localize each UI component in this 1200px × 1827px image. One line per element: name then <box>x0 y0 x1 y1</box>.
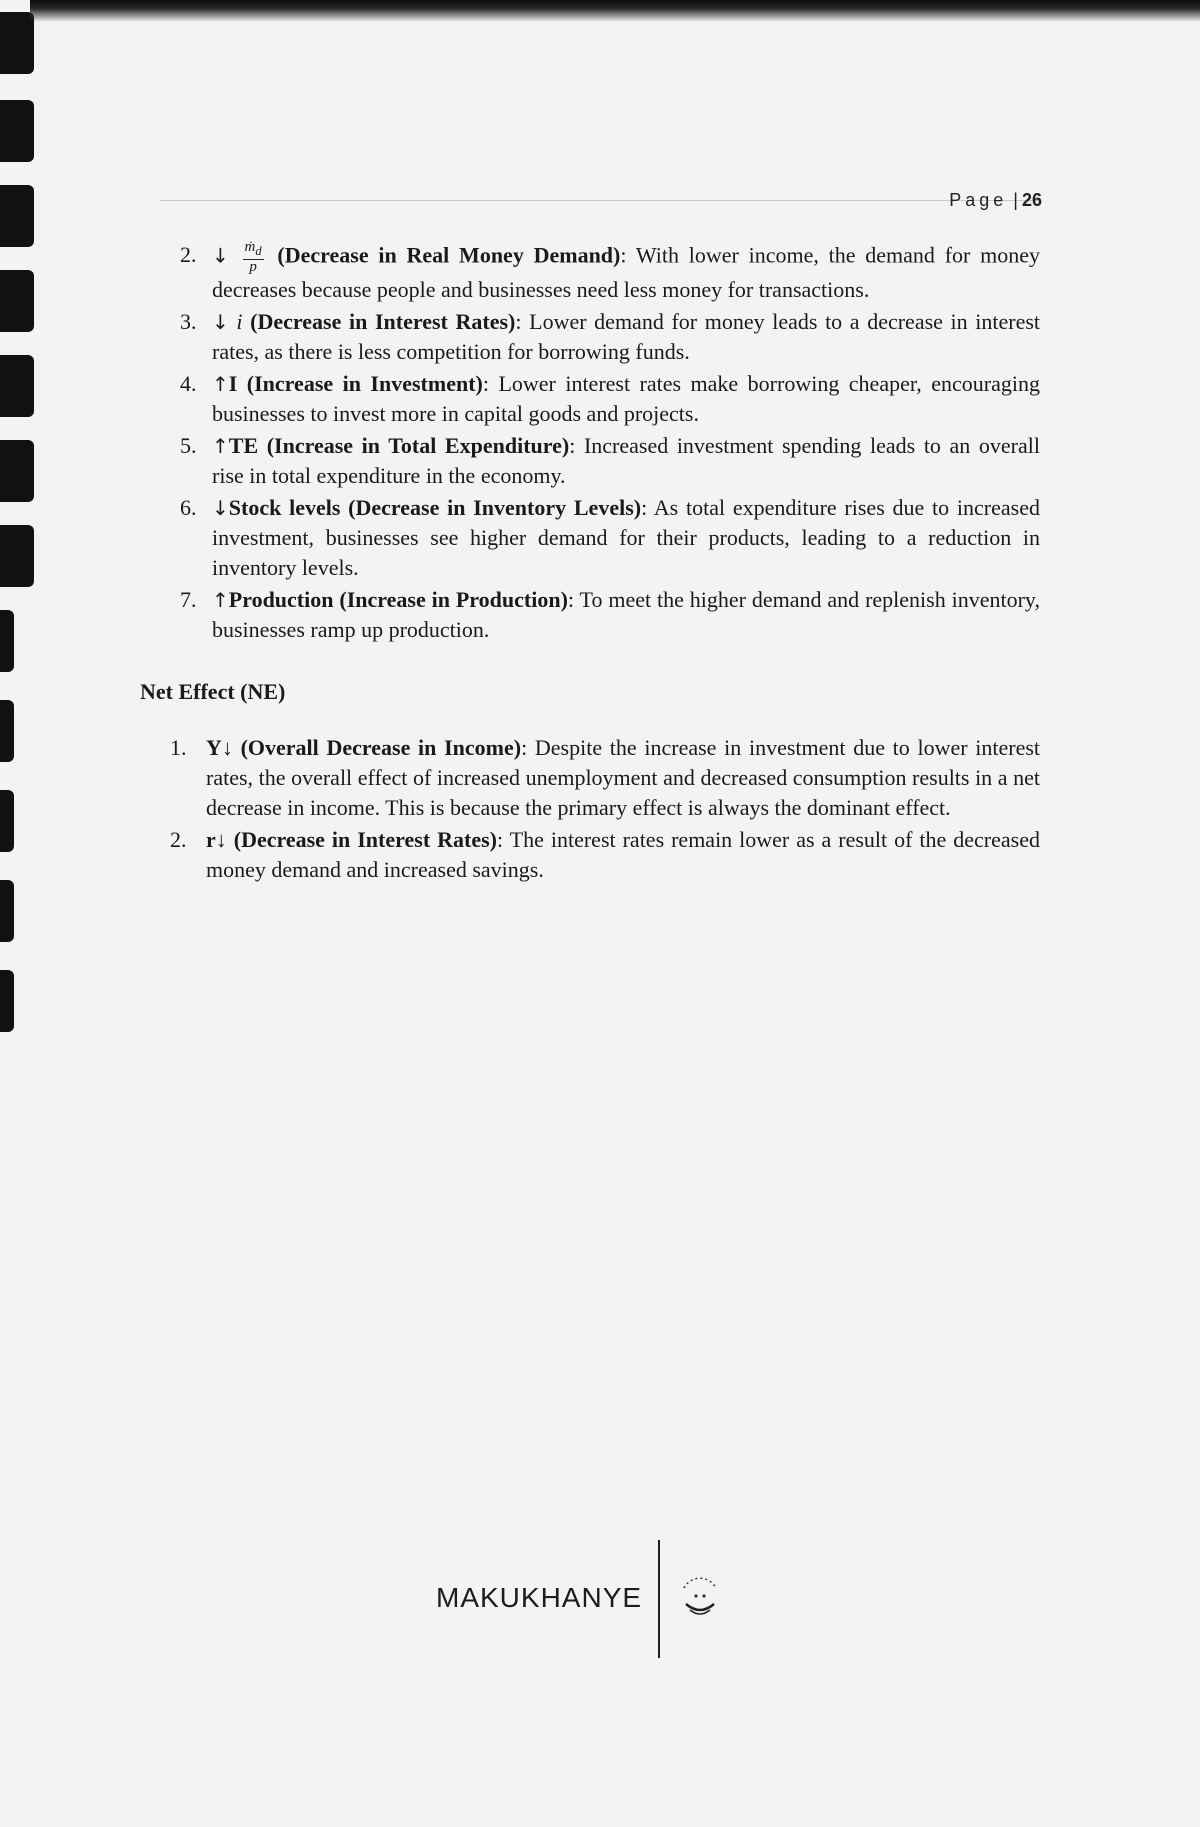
item-text: : Increased investment spending leads to an overall rise in total expenditure in the economy. <box>212 433 1040 488</box>
binding-hole <box>0 12 34 74</box>
binding-hole <box>0 100 34 162</box>
spiral-binding <box>0 0 40 1827</box>
arrow-up-icon: ↑ <box>212 588 229 612</box>
binding-hole <box>0 790 14 852</box>
item-title: Y↓ (Overall Decrease in Income) <box>206 735 522 760</box>
page-word: Page <box>949 190 1008 210</box>
net-effect-heading: Net Effect (NE) <box>140 679 286 704</box>
arrow-down-icon: ↓ <box>212 243 229 268</box>
item-text: : Lower demand for money leads to a decrease in interest rates, as there is less competition for borrowing funds. <box>212 309 1041 364</box>
real-money-demand-fraction <box>243 240 264 275</box>
arrow-up-icon: ↑ <box>212 372 229 396</box>
binding-hole <box>0 880 14 942</box>
item-text: : To meet the higher demand and replenish inventory, businesses ramp up production. <box>212 587 1041 642</box>
item-text: : With lower income, the demand for money decreases because people and businesses need less money for transactions. <box>212 242 1041 302</box>
footer-brand <box>430 1540 730 1660</box>
brand-name: MAKUKHANYE <box>436 1582 643 1613</box>
interest-symbol: i <box>236 309 243 334</box>
page-separator: | <box>1013 190 1018 210</box>
list-item <box>140 240 1040 305</box>
binding-hole <box>0 440 34 502</box>
binding-hole <box>0 525 34 587</box>
item-title: Production (Increase in Production) <box>228 587 568 612</box>
list-item <box>140 585 1040 645</box>
header-rule <box>160 200 1040 201</box>
top-edge-shadow <box>30 0 1200 22</box>
item-title: r↓ (Decrease in Interest Rates) <box>206 827 497 852</box>
item-number: 2. <box>170 827 187 852</box>
item-number: 5. <box>180 433 197 458</box>
brand-divider <box>658 1540 660 1658</box>
binding-hole <box>0 610 14 672</box>
item-number: 7. <box>180 587 197 612</box>
arrow-up-icon: ↑ <box>212 434 229 458</box>
list-item <box>140 307 1040 367</box>
fraction-numerator: ṁ <box>244 239 256 255</box>
item-text: : The interest rates remain lower as a result of the decreased money demand and increased savings. <box>206 827 1040 882</box>
item-title: TE (Increase in Total Expenditure) <box>228 433 570 458</box>
net-effect-list <box>140 733 1040 885</box>
fraction-denominator: p <box>249 259 257 275</box>
item-text: : Lower interest rates make borrowing cheaper, encouraging businesses to invest more in capital goods and projects. <box>212 371 1040 426</box>
binding-hole <box>0 270 34 332</box>
list-item <box>140 431 1040 491</box>
item-number: 6. <box>180 495 197 520</box>
item-number: 2. <box>180 242 197 267</box>
list-item <box>140 369 1040 429</box>
page-content <box>140 240 1040 887</box>
item-number: 3. <box>180 309 197 334</box>
binding-hole <box>0 700 14 762</box>
item-title: I (Increase in Investment) <box>228 371 483 396</box>
page-number-value: 26 <box>1021 190 1042 210</box>
makukhanye-logo-icon <box>672 1570 728 1626</box>
arrow-down-icon: ↓ <box>212 310 229 334</box>
item-number: 1. <box>170 735 187 760</box>
arrow-down-icon: ↓ <box>212 496 229 520</box>
item-title: Stock levels (Decrease in Inventory Levels) <box>228 495 642 520</box>
binding-hole <box>0 355 34 417</box>
item-title: (Decrease in Real Money Demand) <box>277 242 621 268</box>
binding-hole <box>0 185 34 247</box>
page-number <box>949 190 1042 211</box>
fraction-subscript: d <box>255 244 262 258</box>
binding-hole <box>0 970 14 1032</box>
list-item <box>140 493 1040 583</box>
item-text: : Despite the increase in investment due to lower interest rates, the overall effect of increased unemployment and decreased consumption results in a net decrease in income. This is because the primary effect is always the dominant effect. <box>206 735 1041 820</box>
list-item <box>140 733 1040 823</box>
item-text: : As total expenditure rises due to increased investment, businesses see higher demand for their products, leading to a reduction in inventory levels. <box>212 495 1040 580</box>
item-title: (Decrease in Interest Rates) <box>250 309 516 334</box>
item-number: 4. <box>180 371 197 396</box>
effects-list <box>140 240 1040 645</box>
list-item <box>140 825 1040 885</box>
